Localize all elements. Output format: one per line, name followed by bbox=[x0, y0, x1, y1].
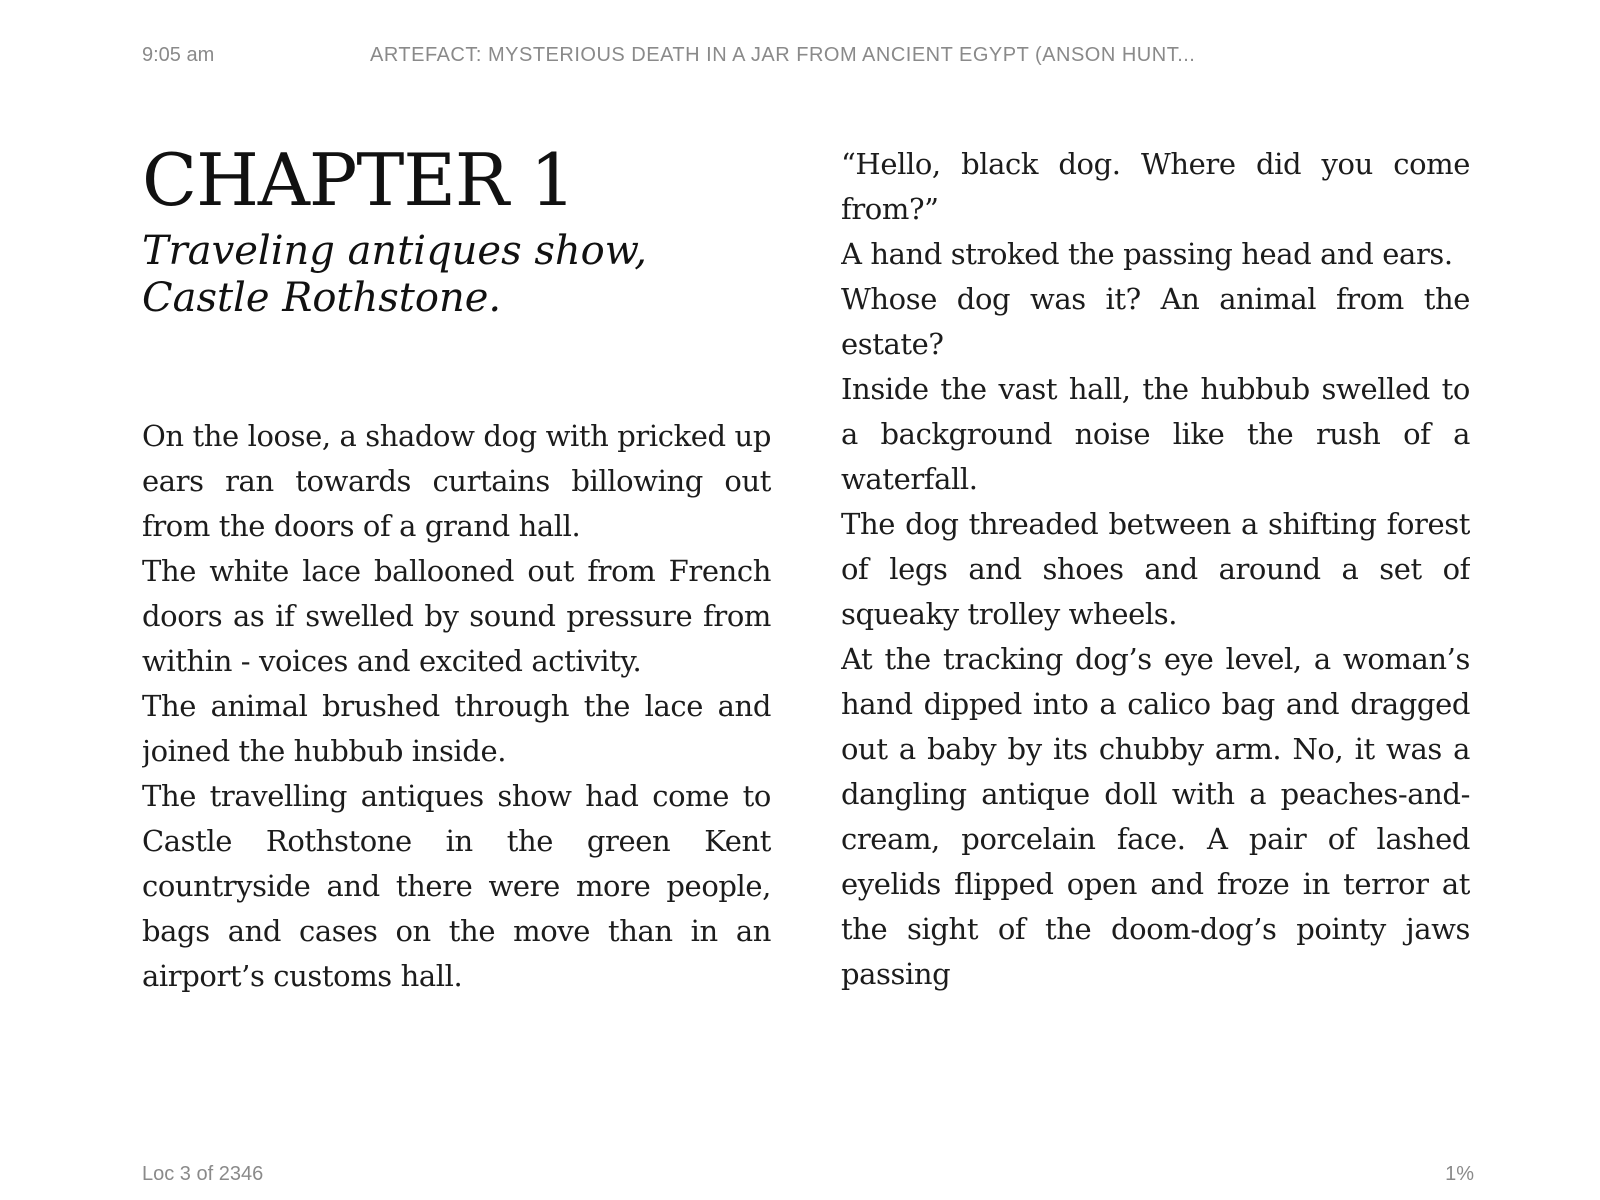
paragraph: A hand stroked the passing head and ears. bbox=[841, 237, 1453, 271]
right-page-column[interactable] bbox=[841, 142, 1470, 1052]
chapter-heading: CHAPTER 1 bbox=[142, 140, 575, 222]
paragraph: Whose dog was it? An animal from the estate? bbox=[841, 282, 1470, 361]
left-body-text bbox=[142, 414, 771, 999]
paragraph: On the loose, a shadow dog with pricked up ears ran towards curtains billowing out from the doors of a grand hall. bbox=[142, 419, 771, 543]
paragraph: “Hello, black dog. Where did you come from?” bbox=[841, 147, 1470, 226]
paragraph: Inside the vast hall, the hubbub swelled to a background noise like the rush of a waterfall. bbox=[841, 372, 1470, 496]
status-time: 9:05 am bbox=[142, 44, 215, 66]
paragraph: The animal brushed through the lace and joined the hubbub inside. bbox=[142, 689, 771, 768]
book-title[interactable]: ARTEFACT: MYSTERIOUS DEATH IN A JAR FROM ANCIENT EGYPT (ANSON HUNT... bbox=[370, 44, 1196, 66]
paragraph: The white lace ballooned out from French doors as if swelled by sound pressure from within - voices and excited activity. bbox=[142, 554, 771, 678]
chapter-subtitle: Traveling antiques show, Castle Rothstone. bbox=[142, 228, 647, 321]
reading-progress-percent[interactable]: 1% bbox=[1445, 1163, 1474, 1185]
paragraph: The travelling antiques show had come to Castle Rothstone in the green Kent countryside and there were more people, bags and cases on the move than in an airport’s customs hall. bbox=[142, 779, 771, 993]
paragraph: At the tracking dog’s eye level, a woman’s hand dipped into a calico bag and dragged out a baby by its chubby arm. No, it was a dangling antique doll with a peaches-and-cream, porcelain face. A pair of lashed eyelids flipped open and froze in terror at the sight of the doom-dog’s pointy jaws passing bbox=[841, 642, 1470, 991]
left-page-column[interactable] bbox=[142, 140, 771, 1050]
paragraph: The dog threaded between a shifting forest of legs and shoes and around a set of squeaky trolley wheels. bbox=[841, 507, 1470, 631]
location-indicator[interactable]: Loc 3 of 2346 bbox=[142, 1163, 264, 1185]
right-body-text bbox=[841, 142, 1470, 997]
